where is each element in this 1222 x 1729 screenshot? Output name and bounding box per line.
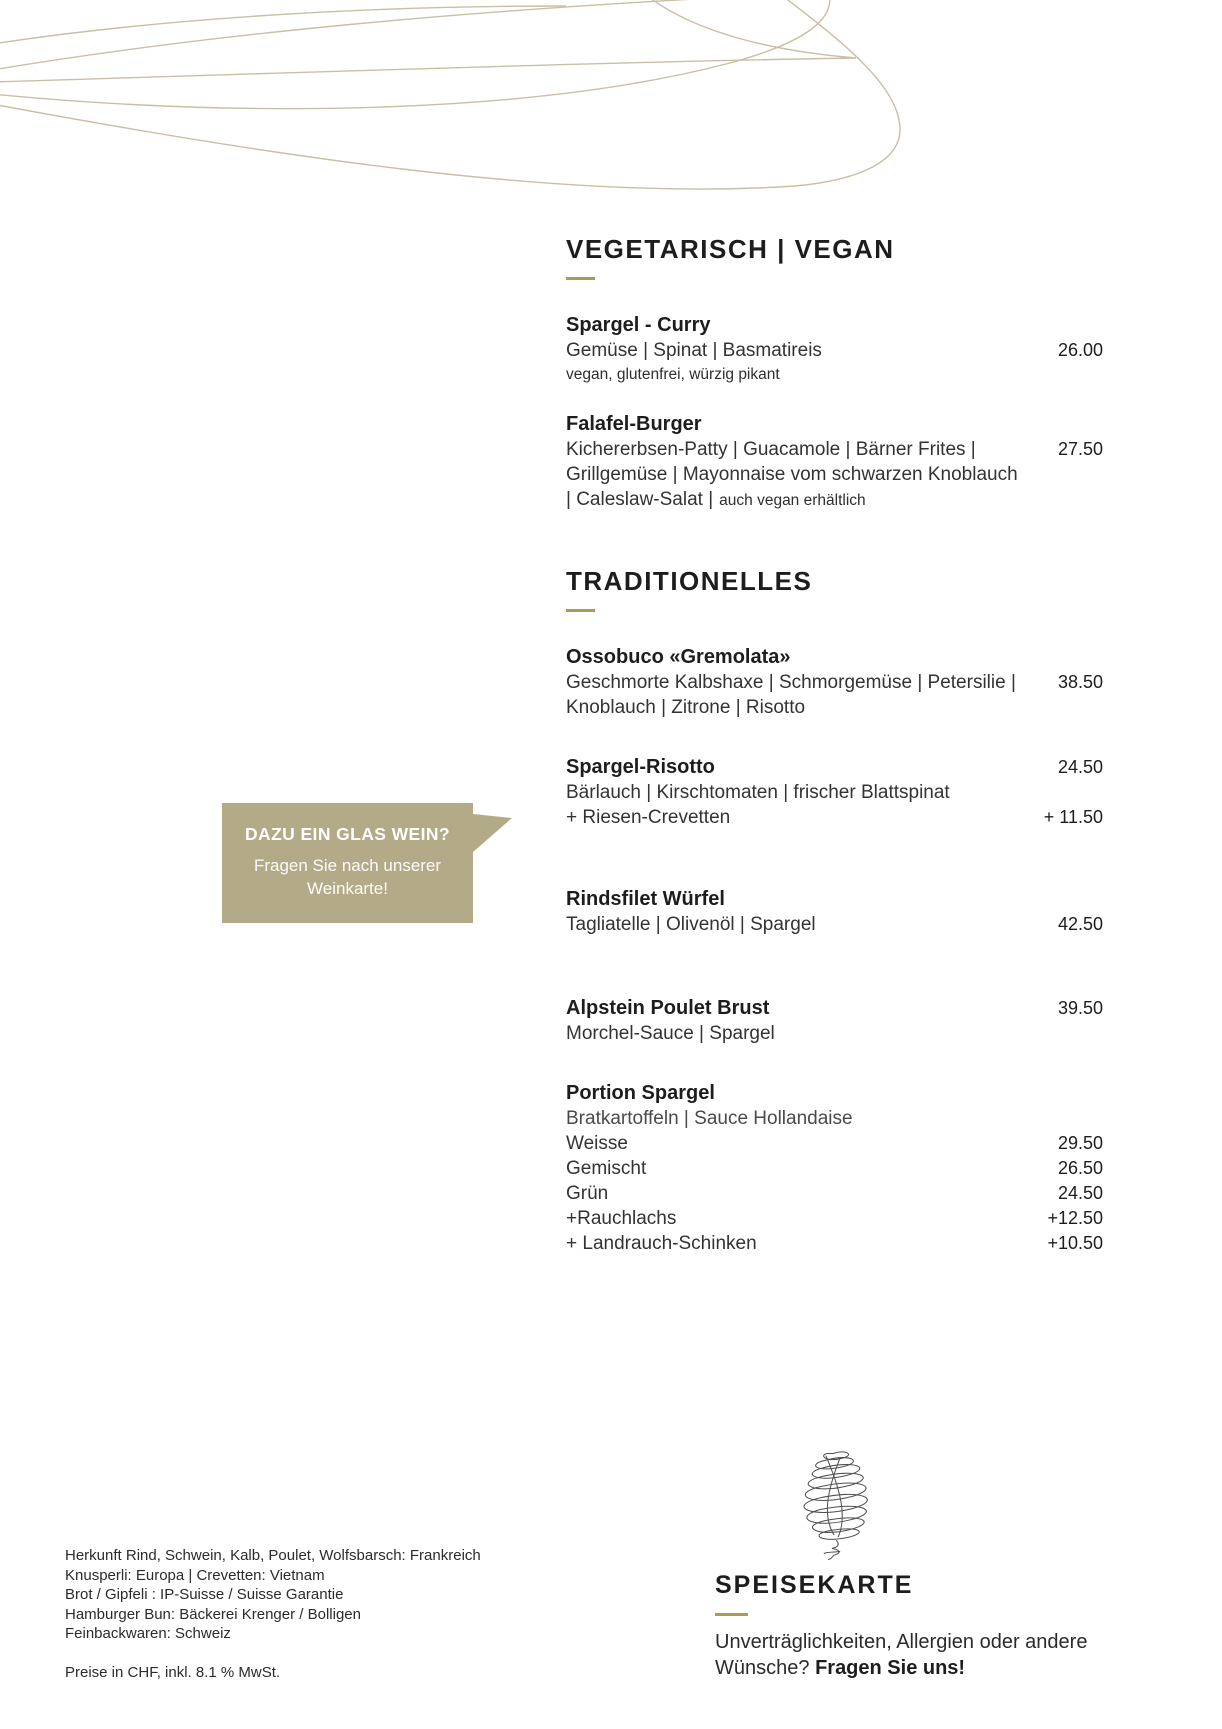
- dish-note: vegan, glutenfrei, würzig pikant: [566, 366, 780, 383]
- dish-price: 38.50: [1057, 672, 1103, 692]
- allergy-note: [715, 1629, 1145, 1681]
- menu-item-spargel-curry: [566, 313, 1103, 386]
- dish-price: 42.50: [1057, 914, 1103, 934]
- dish-description-line: [566, 695, 1103, 720]
- dish-description-line: [566, 437, 1103, 462]
- dish-name: Alpstein Poulet Brust: [566, 997, 770, 1019]
- dish-title: [566, 313, 1103, 338]
- dish-price: 29.50: [1057, 1133, 1103, 1153]
- dish-description-line: [566, 912, 1103, 937]
- dish-description-text: + Riesen-Crevetten: [566, 807, 731, 828]
- origin-line: Feinbackwaren: Schweiz: [65, 1625, 231, 1642]
- dish-description-text: Gemischt: [566, 1158, 647, 1179]
- dish-description-text: Tagliatelle | Olivenöl | Spargel: [566, 914, 816, 935]
- menu-section-traditionelles: [566, 566, 1103, 1256]
- dish-description-line: [566, 805, 1103, 830]
- origin-info: [65, 1546, 481, 1644]
- origin-line: Herkunft Rind, Schwein, Kalb, Poulet, Wolfsbarsch: Frankreich: [65, 1547, 481, 1564]
- dish-description-line: [566, 462, 1103, 487]
- wine-callout-line2: Weinkarte!: [307, 879, 388, 898]
- dish-description-text: Kichererbsen-Patty | Guacamole | Bärner Frites |: [566, 439, 976, 460]
- menu-item-spargel-risotto: [566, 755, 1103, 830]
- dish-price: 24.50: [1057, 757, 1103, 777]
- wine-callout: [222, 803, 473, 923]
- brand-title: SPEISEKARTE: [715, 1571, 914, 1599]
- dish-price: 39.50: [1057, 998, 1103, 1018]
- dish-description-text: Bärlauch | Kirschtomaten | frischer Blattspinat: [566, 782, 950, 803]
- dish-description-line: [566, 1106, 1103, 1131]
- dish-description-text: | Caleslaw-Salat | auch vegan erhältlich: [566, 489, 866, 510]
- dish-name: Ossobuco «Gremolata»: [566, 646, 791, 668]
- dish-price: 27.50: [1057, 439, 1103, 459]
- dish-inline-note: auch vegan erhältlich: [719, 492, 866, 509]
- dish-description-text: Grün: [566, 1183, 609, 1204]
- dish-description-line: [566, 1231, 1103, 1256]
- section-items: [566, 313, 1103, 513]
- brand-divider: [715, 1613, 748, 1616]
- dish-title: [566, 887, 1103, 912]
- dish-title: [566, 645, 1103, 670]
- dish-title: [566, 755, 1103, 780]
- menu-item-ossobuco-gremolata: [566, 645, 1103, 720]
- allergy-note-line2-prefix: Wünsche?: [715, 1657, 816, 1679]
- wine-callout-text: [222, 854, 473, 900]
- dish-description-text: Knoblauch | Zitrone | Risotto: [566, 697, 806, 718]
- dish-name: Falafel-Burger: [566, 413, 702, 435]
- swirl-lines-ornament-icon: [0, 0, 935, 210]
- allergy-note-cta: Fragen Sie uns!: [815, 1657, 966, 1679]
- menu-section-vegetarisch-vegan: [566, 234, 1103, 513]
- callout-tail: [473, 814, 512, 852]
- dish-description-text: Grillgemüse | Mayonnaise vom schwarzen Knoblauch: [566, 464, 1018, 485]
- scribble-tree-icon: [777, 1443, 889, 1561]
- dish-description-line: [566, 338, 1103, 363]
- menu-item-rindsfilet-w-rfel: [566, 887, 1103, 937]
- section-heading: TRADITIONELLES: [566, 566, 813, 596]
- dish-price: + 11.50: [1043, 807, 1103, 827]
- section-heading: VEGETARISCH | VEGAN: [566, 234, 895, 264]
- brand-block: [715, 1443, 1145, 1681]
- menu-item-portion-spargel: [566, 1081, 1103, 1256]
- dish-description-text: +Rauchlachs: [566, 1208, 677, 1229]
- dish-title: [566, 412, 1103, 437]
- dish-description-text: Morchel-Sauce | Spargel: [566, 1023, 775, 1044]
- dish-description-text: + Landrauch-Schinken: [566, 1233, 757, 1254]
- menu-item-falafel-burger: [566, 412, 1103, 513]
- dish-title: [566, 996, 1103, 1021]
- dish-description-text: Weisse: [566, 1133, 628, 1154]
- dish-description-line: [566, 670, 1103, 695]
- section-divider: [566, 609, 595, 612]
- section-divider: [566, 277, 595, 280]
- dish-name: Portion Spargel: [566, 1082, 715, 1104]
- menu-item-alpstein-poulet-brust: [566, 996, 1103, 1046]
- dish-price: 24.50: [1057, 1183, 1103, 1203]
- dish-description-line: [566, 1206, 1103, 1231]
- dish-name: Rindsfilet Würfel: [566, 888, 725, 910]
- dish-name: Spargel-Risotto: [566, 756, 715, 778]
- origin-line: Hamburger Bun: Bäckerei Krenger / Bolligen: [65, 1605, 361, 1623]
- dish-description-text: Bratkartoffeln | Sauce Hollandaise: [566, 1108, 853, 1129]
- dish-description-line: [566, 1156, 1103, 1181]
- dish-price: 26.50: [1057, 1158, 1103, 1178]
- dish-description-line: [566, 780, 1103, 805]
- tax-note: Preise in CHF, inkl. 8.1 % MwSt.: [65, 1664, 281, 1681]
- dish-description-line: [566, 1021, 1103, 1046]
- dish-description-text: Gemüse | Spinat | Basmatireis: [566, 340, 822, 361]
- dish-price: +10.50: [1047, 1233, 1103, 1253]
- dish-description-line: [566, 487, 1103, 513]
- wine-callout-line1: Fragen Sie nach unserer: [253, 856, 442, 875]
- dish-description-text: Geschmorte Kalbshaxe | Schmorgemüse | Petersilie |: [566, 672, 1016, 693]
- allergy-note-line1: Unverträglichkeiten, Allergien oder andere: [715, 1631, 1088, 1653]
- section-items: [566, 645, 1103, 1256]
- dish-description-line: [566, 1131, 1103, 1156]
- dish-price: +12.50: [1047, 1208, 1103, 1228]
- origin-line: Brot / Gipfeli : IP-Suisse / Suisse Garantie: [65, 1586, 344, 1603]
- origin-line: Knusperli: Europa | Crevetten: Vietnam: [65, 1566, 325, 1584]
- wine-callout-title: DAZU EIN GLAS WEIN?: [245, 824, 450, 844]
- dish-description-line: [566, 1181, 1103, 1206]
- dish-title: [566, 1081, 1103, 1106]
- dish-price: 26.00: [1057, 340, 1103, 360]
- dish-name: Spargel - Curry: [566, 314, 711, 336]
